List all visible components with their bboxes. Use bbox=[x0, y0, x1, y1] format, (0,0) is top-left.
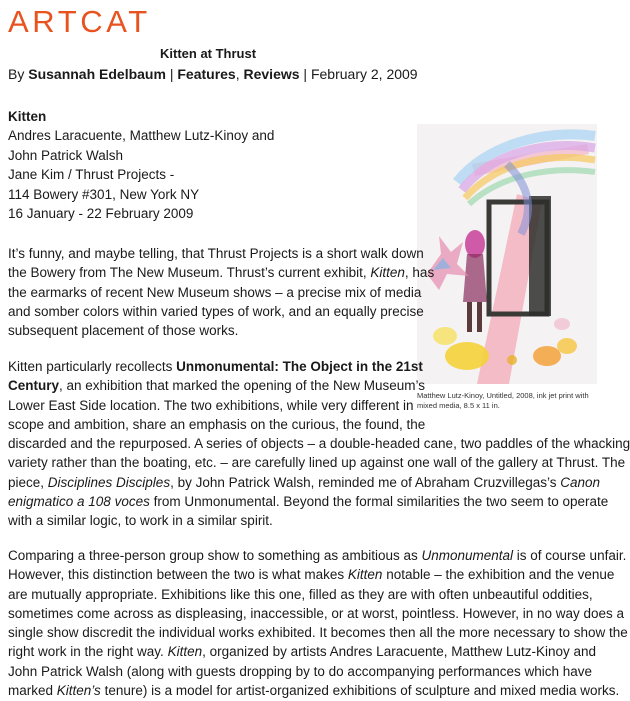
publish-date: February 2, 2009 bbox=[310, 66, 418, 82]
text-line: variety rather than the boating, etc. – are carefully lined up against one wall of the gallery at Thrust. The bbox=[8, 455, 626, 471]
paragraph-2 bbox=[8, 357, 630, 531]
artwork-image bbox=[417, 124, 597, 384]
byline-separator: | bbox=[165, 66, 178, 82]
image-caption: Matthew Lutz-Kinoy, Untitled, 2008, ink jet print with mixed media, 8.5 x 11 in. bbox=[417, 391, 589, 410]
exhibition-artists: John Patrick Walsh bbox=[8, 147, 124, 163]
text-line: the Bowery from The New Museum. Thrust’s current exhibit, Kitten, has bbox=[8, 265, 435, 281]
exhibition-artists: Andres Laracuente, Matthew Lutz-Kinoy and bbox=[8, 128, 275, 144]
text-line: are mutually appropriate. Exhibitions like this one, filled as they are with often unbeautiful oddities, bbox=[8, 586, 593, 602]
text-line: the earmarks of recent New Museum shows – a precise mix of media bbox=[8, 284, 422, 300]
text-line: with a similar logic, to work in a similar spirit. bbox=[8, 513, 273, 529]
text-line: scope and ambition, share an emphasis on the curious, the found, the bbox=[8, 416, 426, 432]
byline-separator: | bbox=[299, 66, 311, 82]
author-link[interactable]: Susannah Edelbaum bbox=[28, 66, 166, 82]
byline-prefix: By bbox=[8, 66, 29, 82]
text-line: and somber colors within varied types of work, and an equally precise bbox=[8, 303, 424, 319]
byline bbox=[8, 66, 418, 82]
text-line: However, this distinction between the two is what makes Kitten notable – the exhibition and the venue bbox=[8, 567, 615, 583]
text-line: sometimes come across as displeasing, inaccessible, or at worst, pointless. However, in no way does a bbox=[8, 605, 625, 621]
text-line: right work in the right way. Kitten, organized by artists Andres Laracuente, Matthew Lutz-Kinoy and bbox=[8, 644, 597, 660]
text-line: subsequent placement of those works. bbox=[8, 323, 239, 339]
text-line: Comparing a three-person group show to something as ambitious as Unmonumental is of course unfair. bbox=[8, 548, 627, 563]
exhibition-dates: 16 January - 22 February 2009 bbox=[8, 206, 194, 222]
article-title: Kitten at Thrust bbox=[160, 46, 257, 61]
site-logo[interactable]: ARTCAT bbox=[8, 4, 151, 39]
text-line: single show discredit the individual works exhibited. It becomes then all the more necessary to show the bbox=[8, 625, 628, 641]
exhibition-name: Kitten bbox=[8, 109, 47, 124]
text-line: Kitten particularly recollects Unmonumental: The Object in the 21st bbox=[8, 359, 423, 374]
category-link-features[interactable]: Features bbox=[177, 66, 236, 82]
text-line: piece, Disciplines Disciples, by John Patrick Walsh, reminded me of Abraham Cruzvillegas’s Canon bbox=[8, 474, 601, 490]
text-line: John Patrick Walsh (along with guests dropping by to do accompanying performances which have bbox=[8, 663, 593, 679]
exhibition-gallery: Jane Kim / Thrust Projects - bbox=[8, 167, 175, 183]
exhibition-address: 114 Bowery #301, New York NY bbox=[8, 186, 200, 202]
text-line: Lower East Side location. The two exhibitions, while very different in bbox=[8, 397, 414, 413]
text-line: It’s funny, and maybe telling, that Thrust Projects is a short walk down bbox=[8, 246, 424, 261]
text-line: marked Kitten’s tenure) is a model for artist-organized exhibitions of sculpture and mixed media works. bbox=[8, 683, 620, 699]
category-link-reviews[interactable]: Reviews bbox=[243, 66, 300, 82]
byline-comma: , bbox=[235, 66, 244, 82]
text-line: enigmatico a 108 voces from Unmonumental. Beyond the formal similarities the two seem to operate bbox=[8, 494, 609, 510]
paragraph-3 bbox=[8, 546, 628, 700]
text-line: discarded and the repurposed. A series of objects – a double-headed cane, two paddles of the whacking bbox=[8, 436, 630, 452]
text-line: Century, an exhibition that marked the opening of the New Museum’s bbox=[8, 378, 425, 394]
paragraph-1 bbox=[8, 244, 434, 340]
exhibition-info bbox=[8, 107, 388, 223]
